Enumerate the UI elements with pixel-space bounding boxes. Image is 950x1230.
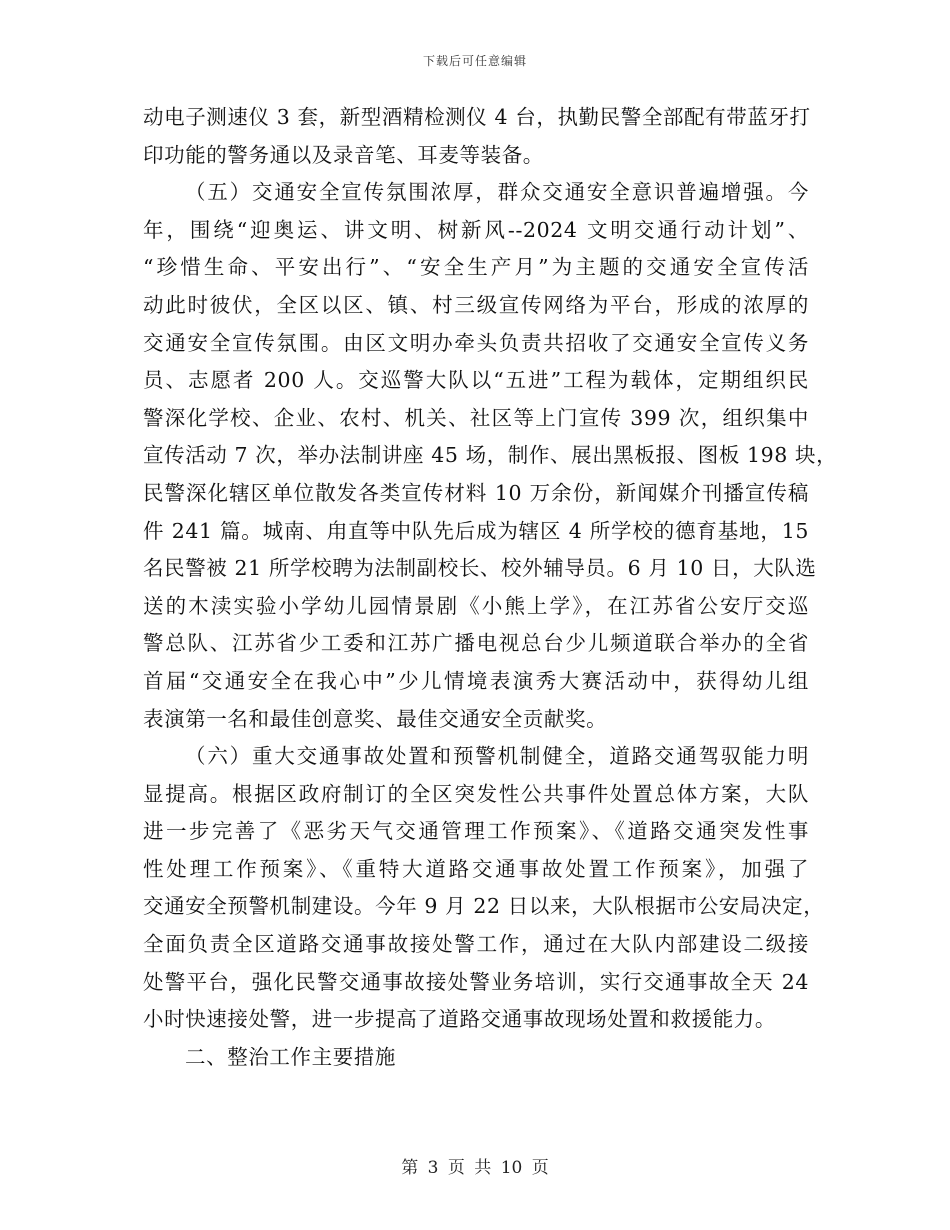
text-line: 员、志愿者 200 人。交巡警大队以“五进”工程为载体，定期组织民: [143, 368, 809, 393]
text-line: 民警深化辖区单位散发各类宣传材料 10 万余份，新闻媒介刊播宣传稿: [143, 480, 809, 505]
text-line: 年，围绕“迎奥运、讲文明、树新风--2024 文明交通行动计划”、: [143, 217, 809, 242]
paragraph-5-start: （五）交通安全宣传氛围浓厚，群众交通安全意识普遍增强。今: [185, 180, 809, 205]
page-number: 第 3 页 共 10 页: [401, 1158, 549, 1178]
text-line: 警总队、江苏省少工委和江苏广播电视总台少儿频道联合举办的全省: [143, 631, 809, 656]
text-line: 送的木渎实验小学幼儿园情景剧《小熊上学》，在江苏省公安厅交巡: [143, 593, 809, 618]
text-line: 件 241 篇。城南、甪直等中队先后成为辖区 4 所学校的德育基地，15: [143, 518, 809, 543]
text-line: 进一步完善了《恶劣天气交通管理工作预案》、《道路交通突发性事: [143, 819, 809, 844]
text-line: 印功能的警务通以及录音笔、耳麦等装备。: [143, 142, 544, 167]
text-line: 动此时彼伏，全区以区、镇、村三级宣传网络为平台，形成的浓厚的: [143, 292, 809, 317]
text-line: 全面负责全区道路交通事故接处警工作，通过在大队内部建设二级接: [143, 932, 809, 957]
text-line: 小时快速接处警，进一步提高了道路交通事故现场处置和救援能力。: [143, 1007, 776, 1032]
text-line: 显提高。根据区政府制订的全区突发性公共事件处置总体方案，大队: [143, 781, 809, 806]
text-line: 表演第一名和最佳创意奖、最佳交通安全贡献奖。: [143, 706, 608, 731]
text-line: 处警平台，强化民警交通事故接处警业务培训，实行交通事故全天 24: [143, 969, 809, 994]
paragraph-6-start: （六）重大交通事故处置和预警机制健全，道路交通驾驭能力明: [185, 744, 809, 769]
text-line: 首届“交通安全在我心中”少儿情境表演秀大赛活动中，获得幼儿组: [143, 668, 809, 693]
text-line: 交通安全宣传氛围。由区文明办牵头负责共招收了交通安全宣传义务: [143, 330, 809, 355]
text-line: 交通安全预警机制建设。今年 9 月 22 日以来，大队根据市公安局决定，: [143, 894, 825, 919]
text-line: 动电子测速仪 3 套，新型酒精检测仪 4 台，执勤民警全部配有带蓝牙打: [143, 105, 811, 129]
text-line: 警深化学校、企业、农村、机关、社区等上门宣传 399 次，组织集中: [143, 405, 809, 430]
page-header: 下载后可任意编辑: [422, 54, 527, 68]
text-line: 宣传活动 7 次，举办法制讲座 45 场，制作、展出黑板报、图板 198 块，: [143, 443, 838, 468]
document-body: [143, 99, 838, 1076]
text-line: 性处理工作预案》、《重特大道路交通事故处置工作预案》，加强了: [143, 856, 809, 881]
section-heading: 二、整治工作主要措施: [185, 1044, 396, 1069]
text-line: 名民警被 21 所学校聘为法制副校长、校外辅导员。6 月 10 日，大队选: [143, 556, 817, 581]
text-line: “珍惜生命、平安出行”、“安全生产月”为主题的交通安全宣传活: [143, 255, 809, 280]
